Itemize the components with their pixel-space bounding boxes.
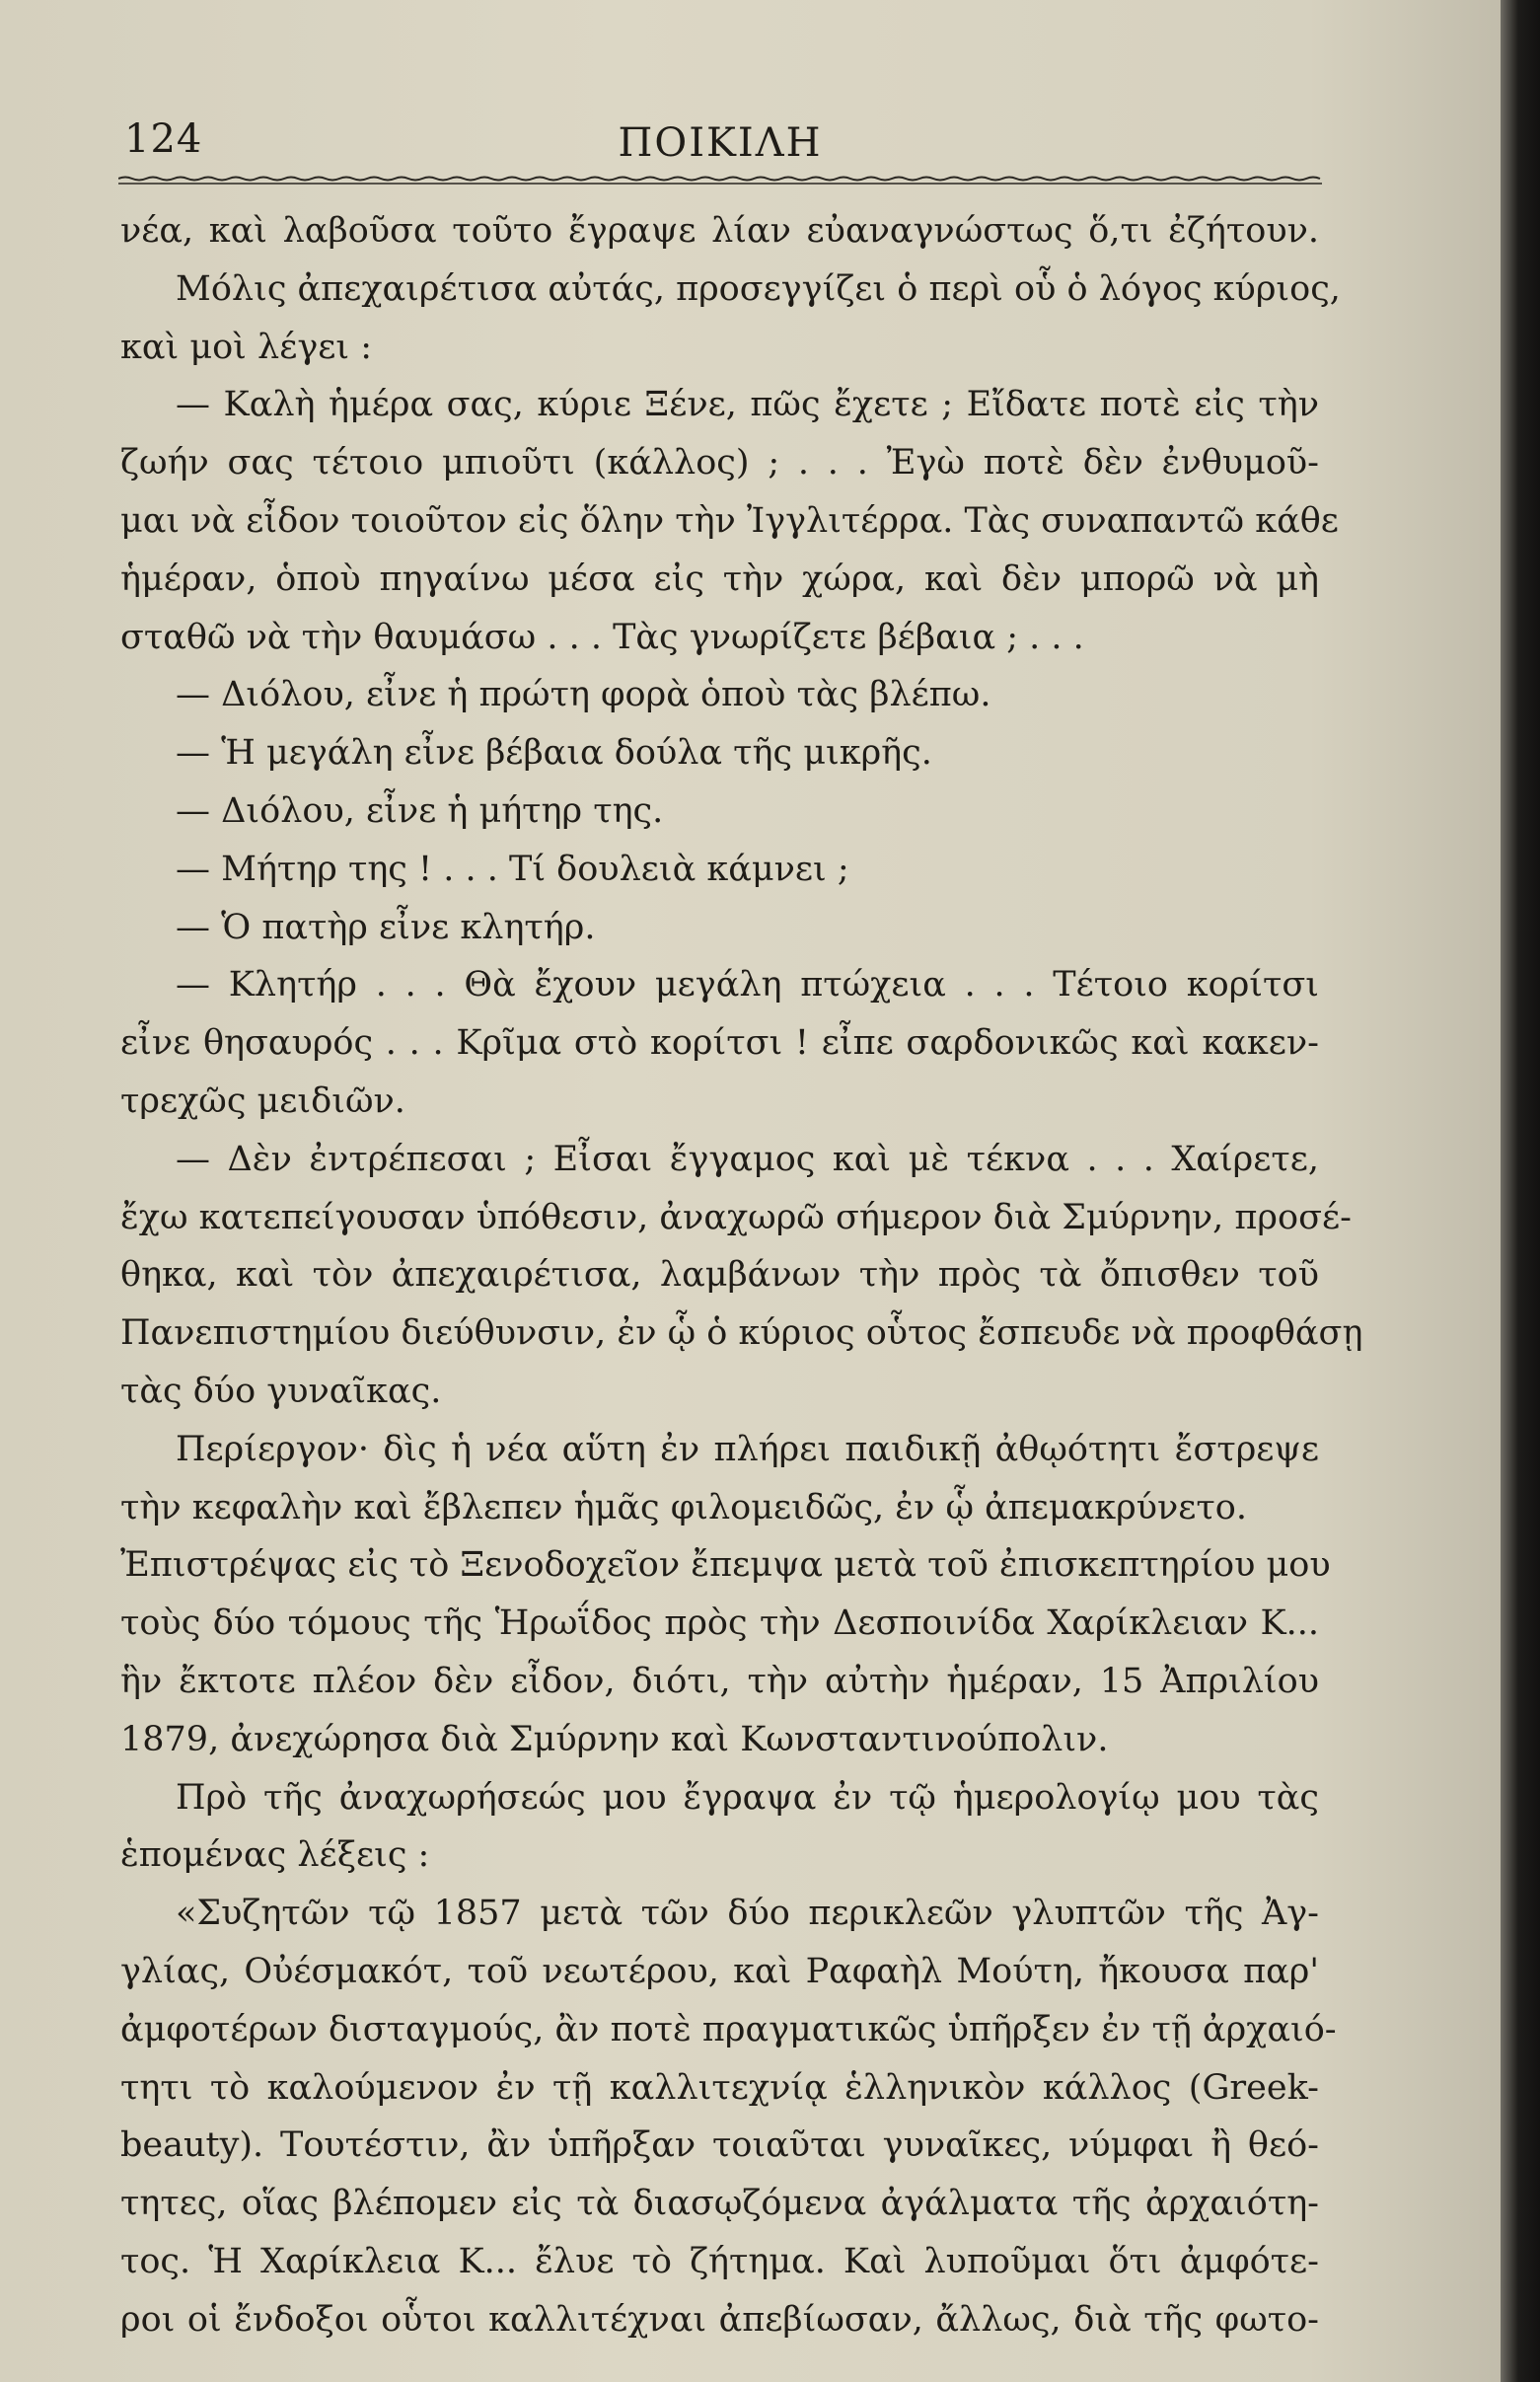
text-line: Ἐπιστρέψας εἰς τὸ Ξενοδοχεῖον ἔπεμψα μετὰ τοῦ ἐπισκεπτηρίου μου (120, 1545, 1331, 1586)
text-line: καὶ μοὶ λέγει : (120, 327, 373, 367)
text-line: ἔχω κατεπείγουσαν ὑπόθεσιν, ἀναχωρῶ σήμερον διὰ Σμύρνην, προσέ- (120, 1197, 1352, 1237)
text-line: — Κλητήρ . . . Θὰ ἔχουν μεγάλη πτώχεια . . . Τέτοιο κορίτσι (176, 965, 1319, 1005)
text-line: — Ἡ μεγάλη εἶνε βέβαια δούλα τῆς μικρῆς. (176, 733, 932, 774)
text-line: — Δὲν ἐντρέπεσαι ; Εἶσαι ἔγγαμος καὶ μὲ τέκνα . . . Χαίρετε, (176, 1139, 1319, 1179)
text-line: — Ὁ πατὴρ εἶνε κλητήρ. (176, 907, 596, 947)
text-line: Μόλις ἀπεχαιρέτισα αὐτάς, προσεγγίζει ὁ περὶ οὗ ὁ λόγος κύριος, (176, 268, 1341, 309)
text-line: μαι νὰ εἶδον τοιοῦτον εἰς ὅλην τὴν Ἰγγλιτέρρα. Τὰς συναπαντῶ κάθε (120, 500, 1339, 541)
text-line: γλίας, Οὐέσμακότ, τοῦ νεωτέρου, καὶ Ραφαὴλ Μούτη, ἤκουσα παρ' (120, 1951, 1319, 1991)
running-head: ΠΟΙΚΙΛΗ (618, 120, 823, 166)
text-line: θηκα, καὶ τὸν ἀπεχαιρέτισα, λαμβάνων τὴν πρὸς τὰ ὄπισθεν τοῦ (120, 1255, 1319, 1296)
text-line: ζωήν σας τέτοιο μπιοῦτι (κάλλος) ; . . . Ἐγὼ ποτὲ δὲν ἐνθυμοῦ- (120, 443, 1319, 484)
text-line: Πρὸ τῆς ἀναχωρήσεώς μου ἔγραψα ἐν τῷ ἡμερολογίῳ μου τὰς (176, 1777, 1319, 1818)
text-line: τητι τὸ καλούμενον ἐν τῇ καλλιτεχνίᾳ ἑλληνικὸν κάλλος (Greek- (120, 2067, 1319, 2108)
page-number: 124 (124, 116, 203, 162)
page-header (118, 111, 1322, 180)
text-line: εἶνε θησαυρός . . . Κρῖμα στὸ κορίτσι ! εἶπε σαρδονικῶς καὶ κακεν- (120, 1023, 1319, 1064)
text-line: ἑπομένας λέξεις : (120, 1835, 430, 1876)
text-line: ἡμέραν, ὁποὺ πηγαίνω μέσα εἰς τὴν χώρα, καὶ δὲν μπορῶ νὰ μὴ (120, 558, 1319, 599)
text-line: τητες, οἵας βλέπομεν εἰς τὰ διασῳζόμενα ἀγάλματα τῆς ἀρχαιότη- (120, 2184, 1319, 2224)
text-line: — Διόλου, εἶνε ἡ μήτηρ της. (176, 790, 664, 831)
text-line: 1879, ἀνεχώρησα διὰ Σμύρνην καὶ Κωνσταντινούπολιν. (120, 1719, 1109, 1759)
header-rule (118, 176, 1322, 186)
book-binding-edge (1501, 0, 1540, 2382)
body-text (120, 202, 1363, 2348)
text-line: νέα, καὶ λαβοῦσα τοῦτο ἔγραψε λίαν εὐαναγνώστως ὅ,τι ἐζήτουν. (120, 211, 1319, 251)
text-line: ἀμφοτέρων δισταγμούς, ἂν ποτὲ πραγματικῶς ὑπῆρξεν ἐν τῇ ἀρχαιό- (120, 2009, 1337, 2049)
text-line: τὴν κεφαλὴν καὶ ἔβλεπεν ἡμᾶς φιλομειδῶς, ἐν ᾧ ἀπεμακρύνετο. (120, 1487, 1247, 1527)
text-line: ἣν ἔκτοτε πλέον δὲν εἶδον, διότι, τὴν αὐτὴν ἡμέραν, 15 Ἀπριλίου (120, 1661, 1319, 1701)
text-line: Περίεργον· δὶς ἡ νέα αὕτη ἐν πλήρει παιδικῇ ἀθῳότητι ἔστρεψε (176, 1429, 1319, 1469)
text-line: — Μήτηρ της ! . . . Τί δουλειὰ κάμνει ; (176, 849, 849, 889)
text-line: ροι οἱ ἔνδοξοι οὗτοι καλλιτέχναι ἀπεβίωσαν, ἄλλως, διὰ τῆς φωτο- (120, 2299, 1319, 2340)
text-line: τὰς δύο γυναῖκας. (120, 1371, 442, 1411)
text-line: beauty). Τουτέστιν, ἂν ὑπῆρξαν τοιαῦται γυναῖκες, νύμφαι ἢ θεό- (120, 2125, 1319, 2166)
text-line: τος. Ἡ Χαρίκλεια Κ... ἔλυε τὸ ζήτημα. Καὶ λυποῦμαι ὅτι ἀμφότε- (120, 2241, 1319, 2281)
text-line: σταθῶ νὰ τὴν θαυμάσω . . . Τὰς γνωρίζετε βέβαια ; . . . (120, 617, 1084, 657)
text-line: τρεχῶς μειδιῶν. (120, 1080, 405, 1121)
text-line: Πανεπιστημίου διεύθυνσιν, ἐν ᾧ ὁ κύριος οὗτος ἔσπευδε νὰ προφθάσῃ (120, 1313, 1363, 1354)
text-line: «Συζητῶν τῷ 1857 μετὰ τῶν δύο περικλεῶν γλυπτῶν τῆς Ἀγ- (176, 1894, 1319, 1934)
text-line: — Καλὴ ἡμέρα σας, κύριε Ξένε, πῶς ἔχετε ; Εἴδατε ποτὲ εἰς τὴν (176, 385, 1319, 425)
text-line: — Διόλου, εἶνε ἡ πρώτη φορὰ ὁποὺ τὰς βλέπω. (176, 675, 991, 715)
text-line: τοὺς δύο τόμους τῆς Ἡρωΐδος πρὸς τὴν Δεσποινίδα Χαρίκλειαν Κ... (120, 1603, 1319, 1644)
